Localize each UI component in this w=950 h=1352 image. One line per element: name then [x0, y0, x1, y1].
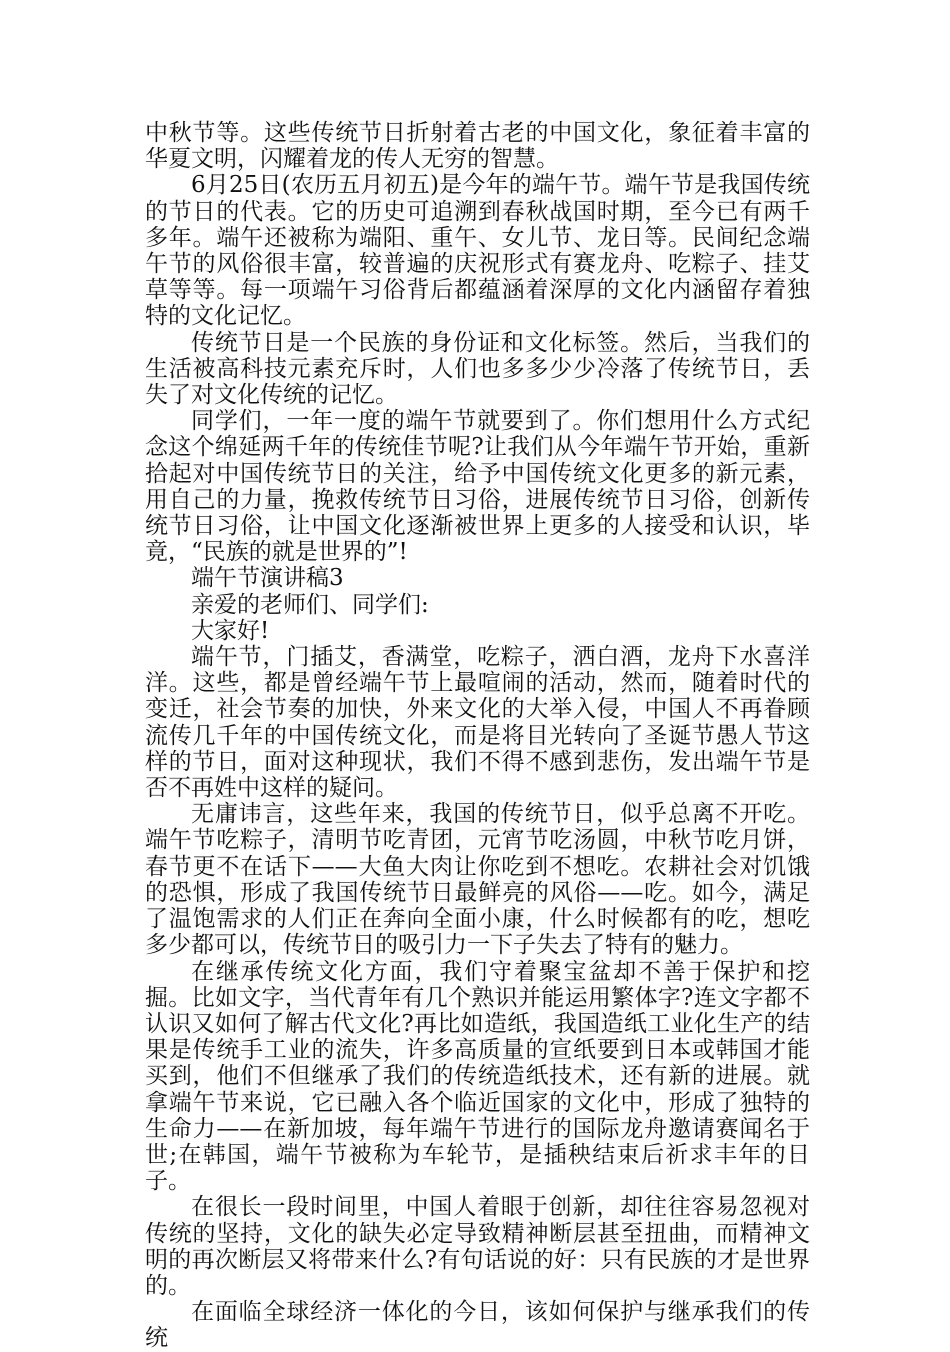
paragraph-globalization: 在面临全球经济一体化的今日，该如何保护与继承我们的传统 — [145, 1299, 810, 1352]
paragraph-inheritance: 在继承传统文化方面，我们守着聚宝盆却不善于保护和挖掘。比如文字，当代青年有几个熟识并能运用繁体字?连文字都不认识又如何了解古代文化?再比如造纸，我国造纸工业化生产的结果是传统手工业的流失，许多高质量的宣纸要到日本或韩国才能买到，他们不但继承了我们的传统造纸技术，还有新的进展。就拿端午节来说，它已融入各个临近国家的文化中，形成了独特的生命力——在新加坡，每年端午节进行的国际龙舟邀请赛闻名于世;在韩国，端午节被称为车轮节，是插秧结束后祈求丰年的日子。 — [145, 958, 810, 1195]
paragraph-customs: 端午节，门插艾，香满堂，吃粽子，洒白酒，龙舟下水喜洋洋。这些，都是曾经端午节上最喧闹的活动，然而，随着时代的变迁，社会节奏的加快，外来文化的大举入侵，中国人不再眷顾流传几千年的中国传统文化，而是将目光转向了圣诞节愚人节这样的节日，面对这种现状，我们不得不感到悲伤，发出端午节是否不再姓中这样的疑问。 — [145, 644, 810, 802]
document-page — [145, 120, 810, 1352]
paragraph-eating: 无庸讳言，这些年来，我国的传统节日，似乎总离不开吃。端午节吃粽子，清明节吃青团，元宵节吃汤圆，中秋节吃月饼，春节更不在话下——大鱼大肉让你吃到不想吃。农耕社会对饥饿的恐惧，形成了我国传统节日最鲜亮的风俗——吃。如今，满足了温饱需求的人们正在奔向全面小康，什么时候都有的吃，想吃多少都可以，传统节日的吸引力一下子失去了特有的魅力。 — [145, 801, 810, 959]
speech-greeting: 大家好! — [191, 617, 270, 644]
speech-title: 端午节演讲稿3 — [191, 565, 344, 592]
paragraph-dragon-boat-intro: 6月25日(农历五月初五)是今年的端午节。端午节是我国传统的节日的代表。它的历史可追溯到春秋战国时期，至今已有两千多年。端午还被称为端阳、重午、女儿节、龙日等。民间纪念端午节的风俗很丰富，较普遍的庆祝形式有赛龙舟、吃粽子、挂艾草等等。每一项端午习俗背后都蕴涵着深厚的文化内涵留存着独特的文化记忆。 — [145, 172, 810, 330]
paragraph-identity: 传统节日是一个民族的身份证和文化标签。然后，当我们的生活被高科技元素充斥时，人们也多多少少冷落了传统节日，丢失了对文化传统的记忆。 — [145, 329, 810, 409]
speech-salutation: 亲爱的老师们、同学们: — [191, 591, 429, 618]
paragraph-innovation: 在很长一段时间里，中国人着眼于创新，却往往容易忽视对传统的坚持，文化的缺失必定导致精神断层甚至扭曲，而精神文明的再次断层又将带来什么?有句话说的好：只有民族的才是世界的。 — [145, 1194, 810, 1299]
paragraph-classmates: 同学们，一年一度的端午节就要到了。你们想用什么方式纪念这个绵延两千年的传统佳节呢?让我们从今年端午节开始，重新拾起对中国传统节日的关注，给予中国传统文化更多的新元素，用自己的力量，挽救传统节日习俗，进展传统节日习俗，创新传统节日习俗，让中国文化逐渐被世界上更多的人接受和认识，毕竟，“民族的就是世界的”! — [145, 408, 810, 566]
paragraph-continuation: 中秋节等。这些传统节日折射着古老的中国文化，象征着丰富的华夏文明，闪耀着龙的传人无穷的智慧。 — [145, 120, 810, 173]
